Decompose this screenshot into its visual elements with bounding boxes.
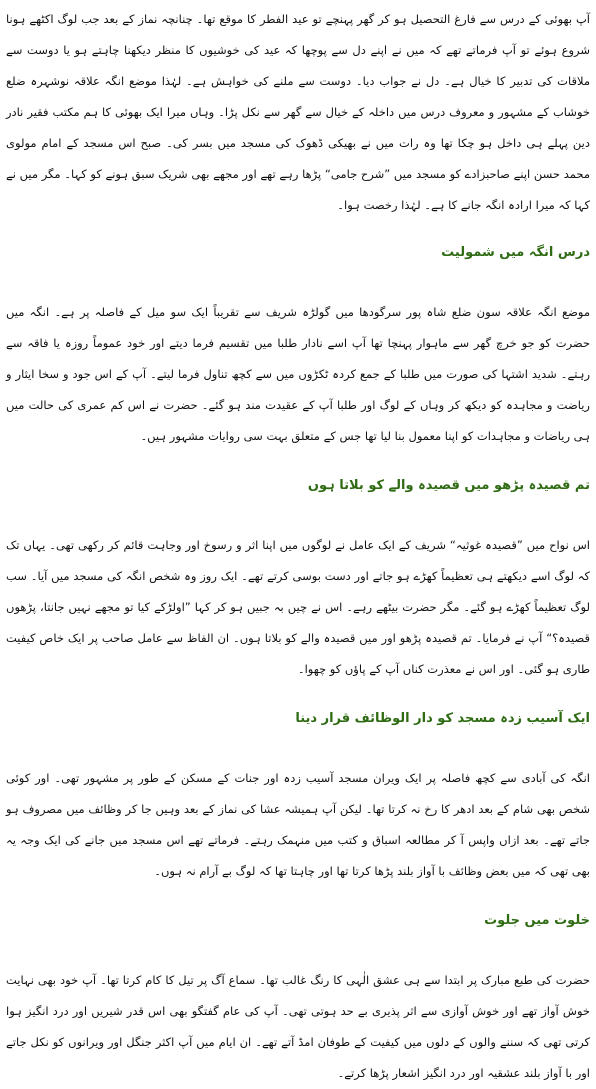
paragraph-khalwat: حضرت کی طبع مبارک پر ابتدا سے ہی عشق الٰہی کا رنگ غالب تھا۔ سماع آگ پر تیل کا کام کرتا تھا۔ آپ خود بھی نہایت خوش آواز تھے اور خوش آوازی سے اثر پذیری بے حد ہوتی تھی۔ آپ کی عام گفتگو بھی اس قدر شیریں اور درد انگیز ہوا کرتی تھی کہ سننے والوں کے دلوں میں کیفیت کے طوفان امڈ آتے تھے۔ ان ایام میں آپ اکثر جنگل اور ویرانوں کو نکل جاتے اور با آواز بلند عشقیہ اور درد انگیز اشعار پڑھا کرتے۔	[6, 973, 590, 1080]
paragraph-masjid: انگہ کی آبادی سے کچھ فاصلہ پر ایک ویران مسجد آسیب زدہ اور جنات کے مسکن کے طور پر مشہور تھی۔ اور کوئی شخص بھی شام کے بعد ادھر کا رخ نہ کرتا تھا۔ لیکن آپ ہمیشہ عشا کی نماز کے بعد وہیں جا کر وظائف میں مصروف ہو جاتے تھے۔ بعد ازاں واپس آ کر مطالعہ اسباق و کتب میں منہمک رہتے۔ فرماتے تھے اس مسجد میں جانے کی ایک وجہ یہ بھی تھی کہ میں بعض وظائف با آواز بلند پڑھا کرتا تھا اور چاہتا تھا کہ لوگ بے آرام نہ ہوں۔	[6, 771, 590, 878]
section-heading-khalwat: خلوت میں جلوت	[484, 913, 590, 928]
section-heading-qasida: تم قصیدہ پڑھو میں قصیدہ والے کو بلاتا ہوں	[307, 478, 590, 493]
paragraph-qasida: اس نواح میں ”قصیدہ غوثیہ“ شریف کے ایک عامل نے لوگوں میں اپنا اثر و رسوخ اور وجاہت قائم کر رکھی تھی۔ یہاں تک کہ لوگ اسے دیکھتے ہی تعظیماً کھڑے ہو جاتے اور دست بوسی کرتے تھے۔ ایک روز وہ شخص انگہ کی مسجد میں آیا۔ سب لوگ تعظیماً کھڑے ہو گئے۔ مگر حضرت بیٹھے رہے۔ اس نے چیں بہ جبیں ہو کر کہا ”اولڑکے کیا تو مجھے نہیں جانتا، پڑھوں قصیدہ؟“ آپ نے فرمایا۔ تم قصیدہ پڑھو اور میں قصیدہ والے کو بلاتا ہوں۔ ان الفاظ سے عامل صاحب پر ایک خاص کیفیت طاری ہو گئی۔ اور اس نے معذرت کناں آپ کے پاؤں کو چھوا۔	[6, 538, 590, 676]
section-heading-masjid: ایک آسیب زدہ مسجد کو دار الوظائف قرار دینا	[295, 711, 590, 726]
section-heading-dars-anga: درس انگہ میں شمولیت	[441, 245, 590, 260]
paragraph-intro: آپ بھوئی کے درس سے فارغ التحصیل ہو کر گھر پہنچے تو عید الفطر کا موقع تھا۔ چنانچہ نماز کے بعد جب لوگ اکٹھے ہونا شروع ہوئے تو آپ فرماتے تھے کہ میں نے اپنے دل سے پوچھا کہ عید کی خوشیوں کا منظر دیکھنا چاہتے ہو یا دوست سے ملاقات کی تدبیر کا خیال ہے۔ دل نے جواب دیا۔ دوست سے ملنے کی خواہش ہے۔ لہٰذا موضع انگہ علاقہ نوشہرہ ضلع خوشاب کے مشہور و معروف درس میں داخلہ کے خیال سے گھر سے نکل پڑا۔ وہاں میرا ایک بھوئی کا ہم مکتب فقیر نادر دین پہلے ہی داخل ہو چکا تھا وہ رات میں نے بھیکی ڈھوک کی مسجد میں بسر کی۔ صبح اس مسجد کے امام مولوی محمد حسن اپنے صاحبزادے کو مسجد میں ”شرح جامی“ پڑھا رہے تھے اور مجھے بھی شریک سبق ہونے کو کہا۔ مگر میں نے کہا کہ میرا ارادہ انگہ جانے کا ہے۔ لہٰذا رخصت ہوا۔	[6, 12, 590, 212]
paragraph-dars-anga: موضع انگہ علاقہ سون ضلع شاہ پور سرگودھا میں گولڑہ شریف سے تقریباً ایک سو میل کے فاصلہ پر ہے۔ انگہ میں حضرت کو جو خرچ گھر سے ماہوار پہنچا تھا آپ اسے نادار طلبا میں تقسیم فرما دیتے اور خود عموماً روزہ یا فاقہ سے رہتے۔ شدید اشتہا کی صورت میں طلبا کے جمع کردہ ٹکڑوں میں سے کچھ تناول فرما لیتے۔ آپ کے اس جود و سخا ایثار و ریاضت و مجاہدہ کو دیکھ کر وہاں کے لوگ اور طلبا آپ کے عقیدت مند ہو گئے۔ حضرت نے اس کم عمری کی حالت میں ہی ریاضات و مجاہدات کو اپنا معمول بنا لیا تھا جس کے متعلق بہت سی روایات مشہور ہیں۔	[6, 305, 590, 443]
